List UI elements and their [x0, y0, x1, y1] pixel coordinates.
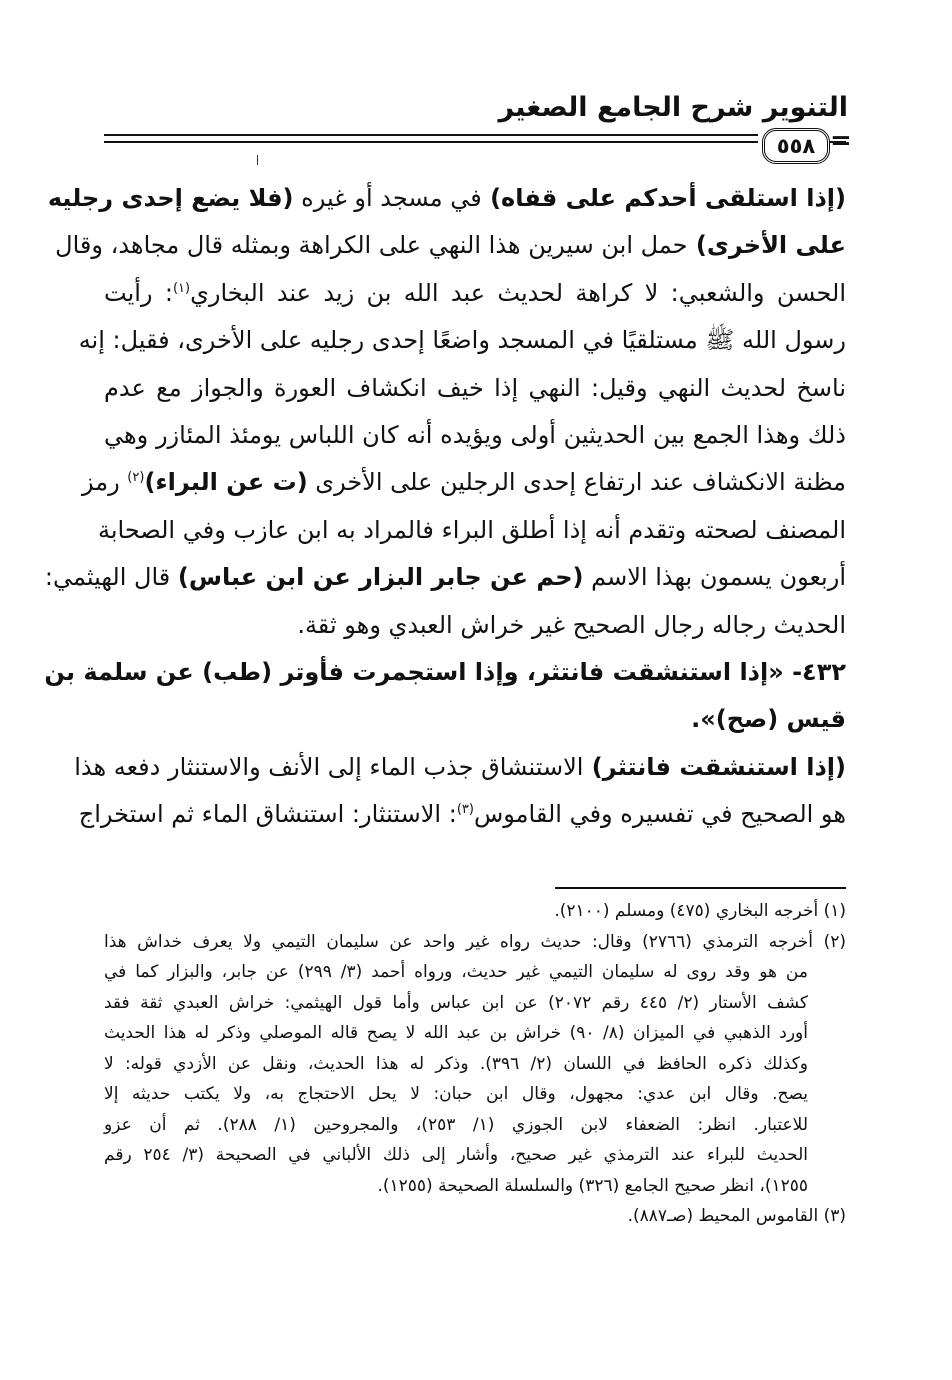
text-line: [97, 507, 846, 554]
text-line: [44, 554, 846, 601]
text-span: : الاستنثار: استنشاق الماء ثم استخراج: [78, 800, 457, 829]
footnote-line: (٣) القاموس المحيط (صـ٨٨٧).: [627, 1206, 846, 1226]
footnote-line: من هو وقد روى له سليمان التيمي غير حديث، ورواه أحمد (٣/ ٢٩٩) عن جابر، والبزار كما في: [104, 962, 808, 982]
header-marker: =: [830, 126, 852, 156]
text-line: [104, 365, 846, 412]
text-line: [74, 744, 846, 791]
text-line: [104, 696, 846, 743]
bold-text: ٤٣٢- «إذا استنشقت فانتثر، وإذا استجمرت فأوتر (طب) عن سلمة بن: [44, 657, 846, 686]
header-rule-bottom: [104, 141, 758, 143]
text-span: الحديث رجاله رجال الصحيح غير خراش العبدي وهو ثقة.: [297, 610, 846, 639]
running-title: التنوير شرح الجامع الصغير: [498, 92, 848, 123]
text-line: [81, 459, 846, 506]
footnote-line: وكذلك ذكره الحافظ في اللسان (٢/ ٣٩٦). وذكر له هذا الحديث، ونقل عن الأزدي قوله: لا: [104, 1053, 809, 1074]
footnotes: [104, 896, 846, 1232]
footnote-line: يصح. وقال ابن عدي: مجهول، وقال ابن حبان: لا يحل الاحتجاج به، ولا يكتب حديثه إلا: [104, 1084, 808, 1104]
bold-text: (ت عن البراء): [144, 468, 308, 497]
bold-text: (حم عن جابر البزار عن ابن عباس): [177, 563, 584, 592]
bold-text: (إذا استلقى أحدكم على قفاه): [481, 184, 846, 212]
text-line: [47, 175, 846, 222]
bold-text: (فلا يضع إحدى رجليه: [47, 184, 294, 212]
text-span: الاستنشاق جذب الماء إلى الأنف والاستنثار دفعه هذا: [74, 752, 584, 781]
text-span: الحسن والشعبي: لا كراهة لحديث عبد الله بن زيد عند البخاري: [190, 278, 847, 307]
footnote-line: ١٢٥٥)، انظر صحيح الجامع (٣٢٦) والسلسلة الصحيحة (١٢٥٥).: [377, 1175, 808, 1196]
bold-text: (إذا استنشقت فانتثر): [583, 752, 846, 781]
text-line: [104, 412, 846, 459]
footnote-line: كشف الأستار (٢/ ٤٤٥ رقم ٢٠٧٢) عن ابن عباس وأما قول الهيثمي: خراش العبدي ثقة فقد: [104, 992, 808, 1013]
text-span: حمل ابن سيرين هذا النهي على الكراهة وبمثله قال مجاهد، وقال: [55, 231, 688, 260]
footnote-line: (١) أخرجه البخاري (٤٧٥) ومسلم (٢١٠٠).: [554, 901, 846, 921]
text-span: مظنة الانكشاف عند ارتفاع إحدى الرجلين على الأخرى: [307, 468, 846, 497]
footnote-line: أورد الذهبي في الميزان (٨/ ٩٠) خراش بن عبد الله لا يصح قاله الموصلي وذكر له هذا الحديث: [104, 1023, 808, 1043]
bold-text: قيس (صح)».: [691, 705, 846, 734]
footnote-ref: (٣): [456, 802, 474, 818]
text-span: المصنف لصحته وتقدم أنه إذا أطلق البراء فالمراد به ابن عازب وفي الصحابة: [97, 515, 846, 544]
text-line: [78, 317, 846, 364]
footnote-line: للاعتبار. انظر: الضعفاء لابن الجوزي (١/ ٢٥٣)، والمجروحين (١/ ٢٨٨). ثم أن عزو: [104, 1114, 809, 1135]
main-text: [44, 175, 847, 838]
text-span: قال الهيثمي:: [44, 563, 178, 592]
footnote-ref: (١): [172, 280, 191, 296]
bold-text: على الأخرى): [687, 231, 846, 260]
text-span: هو الصحيح في تفسيره وفي القاموس: [473, 800, 846, 829]
text-span: ناسخ لحديث النهي وقيل: النهي إذا خيف انكشاف العورة والجواز مع عدم: [104, 373, 846, 402]
text-line: [55, 222, 846, 269]
divider: [257, 155, 258, 165]
text-span: رمز: [81, 468, 128, 497]
header-rule-top: [104, 134, 758, 136]
page-number: ٥٥٨: [762, 128, 830, 164]
text-line: [104, 602, 846, 649]
text-span: أربعون يسمون بهذا الاسم: [583, 563, 846, 592]
footnote-line: (٢) أخرجه الترمذي (٢٧٦٦) وقال: حديث رواه غير واحد عن سليمان التيمي ولا يعرف خداش هذا: [104, 931, 846, 952]
text-span: ذلك وهذا الجمع بين الحديثين أولى ويؤيده أنه كان اللباس يومئذ المئازر وهي: [104, 420, 846, 449]
footnote-separator: [555, 887, 846, 889]
text-line: [104, 270, 846, 317]
text-line: [78, 791, 846, 838]
text-line: [44, 649, 846, 696]
footnote-line: الحديث للبراء عند الترمذي غير صحيح، وأشار إلى ذلك الألباني في الصحيحة (٣/ ٢٥٤ رقم: [104, 1145, 808, 1165]
footnote-ref: (٢): [127, 470, 145, 486]
text-span: : رأيت: [104, 278, 173, 307]
text-span: في مسجد أو غيره: [293, 184, 482, 212]
text-span: رسول الله ﷺ مستلقيًا في المسجد واضعًا إحدى رجليه على الأخرى، فقيل: إنه: [78, 326, 846, 355]
